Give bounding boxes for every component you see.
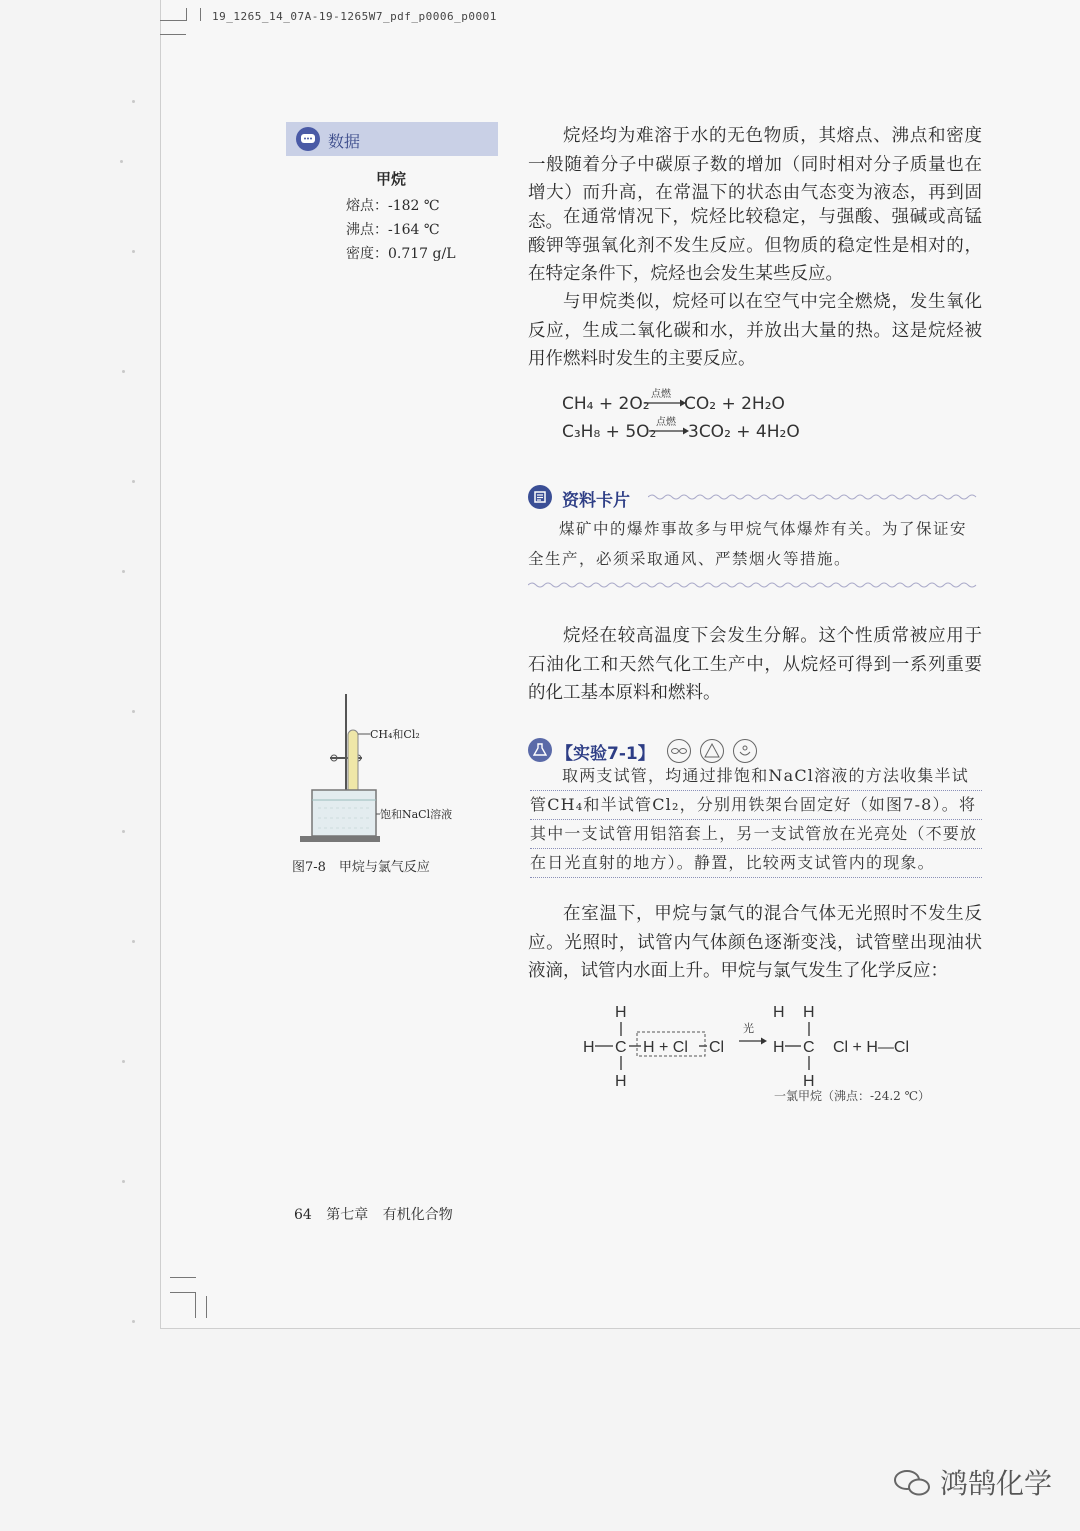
info-card-text: 煤矿中的爆炸事故多与甲烷气体爆炸有关。为了保证安全生产，必须采取通风、严禁烟火等措施。	[528, 520, 968, 568]
watermark-brand: 鸿鹄化学	[940, 1467, 1053, 1500]
equation-propane-left: C₃H₈ + 5O₂	[562, 422, 657, 442]
info-card-title: 资料卡片	[562, 491, 630, 511]
punch-hole	[132, 1320, 135, 1323]
atom-H: H	[583, 1039, 595, 1056]
crop-mark	[195, 1292, 196, 1318]
equation-condition: 点燃	[656, 417, 676, 428]
paragraph-combustion: 与甲烷类似，烷烃可以在空气中完全燃烧，发生氧化反应，生成二氧化碳和水，并放出大量的热。这是烷烃被用作燃料时发生的主要反应。	[528, 292, 982, 369]
punch-hole	[132, 710, 135, 713]
experiment-line: 取两支试管，均通过排饱和NaCl溶液的方法收集半试	[530, 762, 982, 791]
punch-hole	[132, 480, 135, 483]
crop-mark	[170, 1292, 196, 1293]
atom-Cl: Cl	[709, 1039, 725, 1056]
punch-hole	[132, 250, 135, 253]
atom-H: H	[803, 1073, 815, 1090]
info-card-icon	[528, 485, 552, 509]
product-tail: Cl + H—Cl	[833, 1039, 910, 1056]
product-note: 一氯甲烷（沸点：-24.2 ℃）	[774, 1089, 931, 1103]
page-number: 64	[294, 1207, 312, 1223]
crop-mark	[160, 20, 186, 21]
figure-label-solution: 饱和NaCl溶液	[380, 808, 453, 821]
punch-hole	[122, 1180, 125, 1183]
crop-mark	[186, 8, 187, 21]
reaction-arrow-icon	[649, 426, 689, 436]
crop-mark	[206, 1296, 207, 1318]
boiling-point: 沸点：-164 ℃	[346, 222, 440, 238]
crop-mark	[200, 8, 201, 21]
punch-hole	[122, 370, 125, 373]
figure-label-gas: CH₄和Cl₂	[370, 728, 420, 741]
melting-point: 熔点：-182 ℃	[346, 198, 440, 214]
substitution-reaction-diagram	[575, 1000, 935, 1100]
hazard-icon	[700, 739, 724, 763]
data-box-title: 数据	[328, 132, 361, 151]
wechat-icon	[893, 1468, 933, 1498]
experiment-text	[530, 762, 982, 878]
density: 密度：0.717 g/L	[346, 246, 456, 262]
paragraph-chlorination: 在室温下，甲烷与氯气的混合气体无光照时不发生反应。光照时，试管内气体颜色逐渐变浅，试管壁出现油状液滴，试管内水面上升。甲烷与氯气发生了化学反应：	[528, 904, 982, 981]
atom-H: H	[773, 1004, 785, 1021]
paragraph-decomposition: 烷烃在较高温度下会发生分解。这个性质常被应用于石油化工和天然气化工生产中，从烷烃可得到一系列重要的化工基本原料和燃料。	[528, 626, 982, 703]
crop-mark	[160, 34, 186, 35]
punch-hole	[122, 830, 125, 833]
equation-propane-right: 3CO₂ + 4H₂O	[688, 422, 800, 442]
figure-caption: 图7-8 甲烷与氯气反应	[292, 860, 430, 875]
punch-hole	[122, 570, 125, 573]
file-code-header: 19_1265_14_07A-19-1265W7_pdf_p0006_p0001	[212, 10, 497, 23]
chat-bubble-icon	[296, 127, 320, 151]
wavy-divider	[648, 492, 978, 502]
apparatus-figure	[290, 690, 380, 850]
experiment-line: 其中一支试管用铝箔套上，另一支试管放在光亮处（不要放	[530, 820, 982, 849]
chapter-number: 第七章	[326, 1207, 369, 1223]
paragraph-stability: 在通常情况下，烷烃比较稳定，与强酸、强碱或高锰酸钾等强氧化剂不发生反应。但物质的稳定性是相对的，在特定条件下，烷烃也会发生某些反应。	[528, 207, 982, 284]
equation-condition: 点燃	[651, 389, 671, 400]
paragraph-solubility: 烷烃均为难溶于水的无色物质，其熔点、沸点和密度一般随着分子中碳原子数的增加（同时相对分子质量也在增大）而升高，在常温下的状态由气态变为液态，再到固态。	[528, 126, 982, 232]
hand-wash-icon	[733, 739, 757, 763]
flask-icon	[528, 738, 552, 762]
punch-hole	[120, 160, 123, 163]
goggles-icon	[667, 739, 691, 763]
atom-H: H	[615, 1004, 627, 1021]
page-footer	[294, 1204, 453, 1224]
swap-group: H + Cl	[643, 1039, 688, 1056]
wavy-divider	[528, 580, 980, 590]
punch-hole	[132, 940, 135, 943]
atom-C: C	[803, 1039, 815, 1056]
crop-mark	[170, 1277, 196, 1278]
atom-C: C	[615, 1039, 627, 1056]
equation-methane-left: CH₄ + 2O₂	[562, 394, 650, 414]
equation-methane-right: CO₂ + 2H₂O	[684, 394, 785, 414]
atom-H: H	[615, 1073, 627, 1090]
atom-H: H	[803, 1004, 815, 1021]
reaction-arrow-icon	[644, 398, 686, 408]
chapter-title: 有机化合物	[382, 1207, 453, 1223]
light-condition: 光	[743, 1023, 754, 1035]
substance-name: 甲烷	[376, 170, 407, 188]
punch-hole	[122, 1060, 125, 1063]
experiment-line: 在日光直射的地方）。静置，比较两支试管内的现象。	[530, 849, 982, 878]
experiment-title: 【实验7-1】	[556, 744, 655, 764]
punch-hole	[132, 100, 135, 103]
atom-H: H	[773, 1039, 785, 1056]
experiment-line: 管CH₄和半试管Cl₂，分别用铁架台固定好（如图7-8）。将	[530, 791, 982, 820]
